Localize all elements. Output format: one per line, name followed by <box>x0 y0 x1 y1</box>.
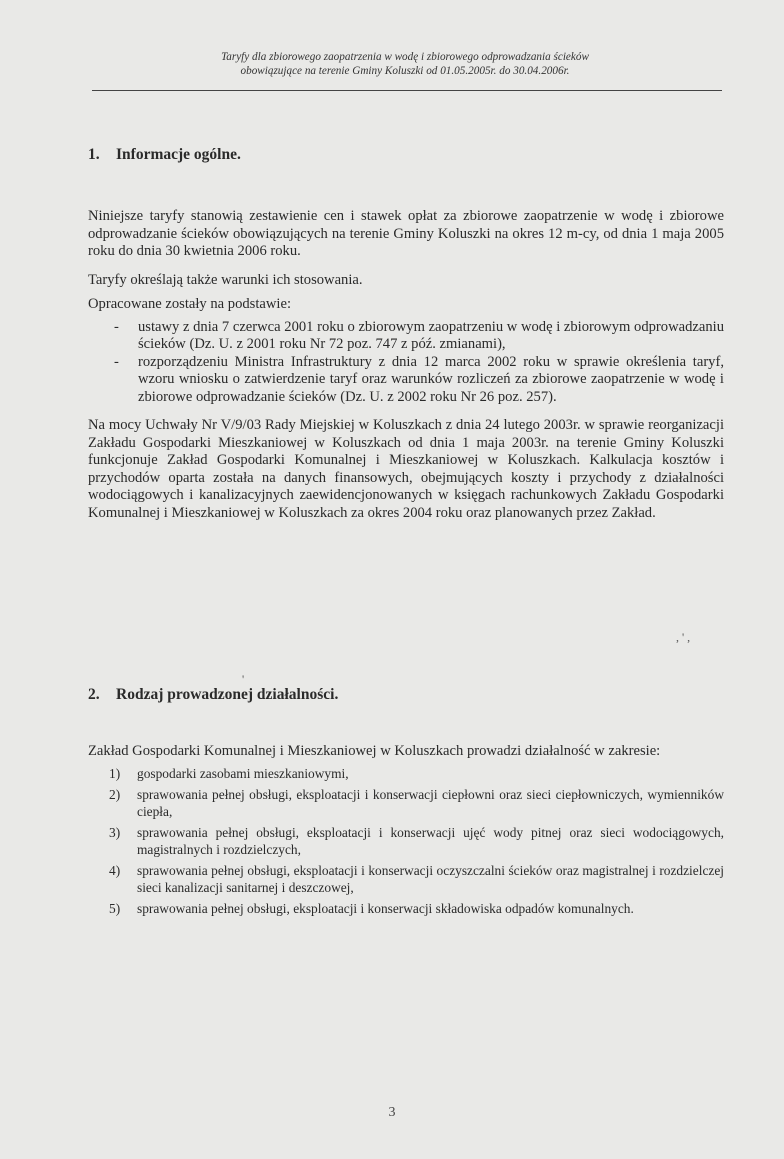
section-2-number: 2. <box>88 686 100 703</box>
dash-marker: - <box>114 318 119 335</box>
list-number: 1) <box>109 765 121 781</box>
list-item <box>88 787 724 820</box>
list-item <box>88 766 724 783</box>
scan-speck: , ' , <box>676 630 691 644</box>
list-item-text: ustawy z dnia 7 czerwca 2001 roku o zbiorowym zaopatrzeniu w wodę i zbiorowym odprowadzaniu ścieków (Dz. U. z 2001 roku Nr 72 poz. 747 z póź. zmianami), <box>138 318 724 352</box>
list-item-text: gospodarki zasobami mieszkaniowymi, <box>137 765 349 781</box>
list-item <box>88 319 724 354</box>
list-number: 3) <box>109 825 121 840</box>
list-item <box>88 863 724 896</box>
list-item <box>88 901 724 918</box>
list-item <box>88 354 724 407</box>
list-number: 2) <box>109 787 121 802</box>
section-1-heading <box>88 146 724 164</box>
activity-list <box>88 766 724 918</box>
list-number: 5) <box>109 901 121 916</box>
paragraph-scope: Zakład Gospodarki Komunalnej i Mieszkaniowej w Koluszkach prowadzi działalność w zakresie: <box>88 743 661 759</box>
list-item-text: sprawowania pełnej obsługi, eksploatacji i konserwacji oczyszczalni ścieków oraz magistralnej i rozdzielczej sieci kanalizacji sanitarnej i deszczowej, <box>137 863 724 895</box>
legal-basis-list <box>88 319 724 407</box>
list-item-text: rozporządzeniu Ministra Infrastruktury z dnia 12 marca 2002 roku w sprawie określenia taryf, wzoru wniosku o zatwierdzenie taryf oraz warunków rozliczeń za zbiorowe zaopatrzenie w wodę i zbiorowe odprowadzanie ścieków (Dz. U. z 2002 roku Nr 26 poz. 257). <box>138 353 724 405</box>
section-2-heading <box>88 686 724 704</box>
paragraph-intro: Niniejsze taryfy stanowią zestawienie cen i stawek opłat za zbiorowe zaopatrzenie w wodę i zbiorowe odprowadzanie ścieków obowiązujących na terenie Gminy Koluszki na okres 12 m-cy, od dnia 1 maja 2005 roku do dnia 30 kwietnia 2006 roku. <box>88 208 724 259</box>
section-2 <box>88 686 724 704</box>
paragraph-conditions: Taryfy określają także warunki ich stosowania. <box>88 271 363 288</box>
running-header <box>90 50 720 78</box>
section-2-body <box>88 743 724 923</box>
section-1-body <box>88 208 724 522</box>
list-item-text: sprawowania pełnej obsługi, eksploatacji i konserwacji ujęć wody pitnej oraz sieci wodociągowych, magistralnych i rozdzielczych, <box>137 825 724 857</box>
section-1-number: 1. <box>88 146 100 163</box>
header-line-2: obowiązujące na terenie Gminy Koluszki od 01.05.2005r. do 30.04.2006r. <box>240 65 570 77</box>
paragraph-resolution: Na mocy Uchwały Nr V/9/03 Rady Miejskiej w Koluszkach z dnia 24 lutego 2003r. w sprawie reorganizacji Zakładu Gospodarki Mieszkaniowej w Koluszkach od dnia 1 maja 2003r. na terenie Gminy Koluszki funkcjonuje Zakład Gospodarki Komunalnej i Mieszkaniowej w Koluszkach. Kalkulacja kosztów i przychodów oparta została na danych finansowych, obejmujących koszty i przychody z działalności wodociągowych i kanalizacyjnych zaewidencjonowanych w księgach rachunkowych Zakładu Gospodarki Komunalnej i Mieszkaniowej w Koluszkach za okres 2004 roku oraz planowanych przez Zakład. <box>88 417 724 521</box>
header-divider <box>92 90 722 91</box>
paragraph-basis: Opracowane zostały na podstawie: <box>88 296 292 312</box>
list-item <box>88 825 724 858</box>
list-item-text: sprawowania pełnej obsługi, eksploatacji i konserwacji składowiska odpadów komunalnych. <box>137 901 634 916</box>
header-line-1: Taryfy dla zbiorowego zaopatrzenia w wodę i zbiorowego odprowadzania ścieków <box>221 51 589 63</box>
page-number: 3 <box>388 1105 396 1120</box>
list-number: 4) <box>109 863 121 878</box>
dash-marker: - <box>114 353 119 370</box>
list-item-text: sprawowania pełnej obsługi, eksploatacji i konserwacji ciepłowni oraz sieci ciepłowniczych, wymienników ciepła, <box>137 787 724 819</box>
section-2-title: Rodzaj prowadzonej działalności. <box>116 686 339 703</box>
section-1-title: Informacje ogólne. <box>116 146 241 163</box>
scan-speck: ' <box>242 672 245 686</box>
section-1 <box>88 146 724 164</box>
